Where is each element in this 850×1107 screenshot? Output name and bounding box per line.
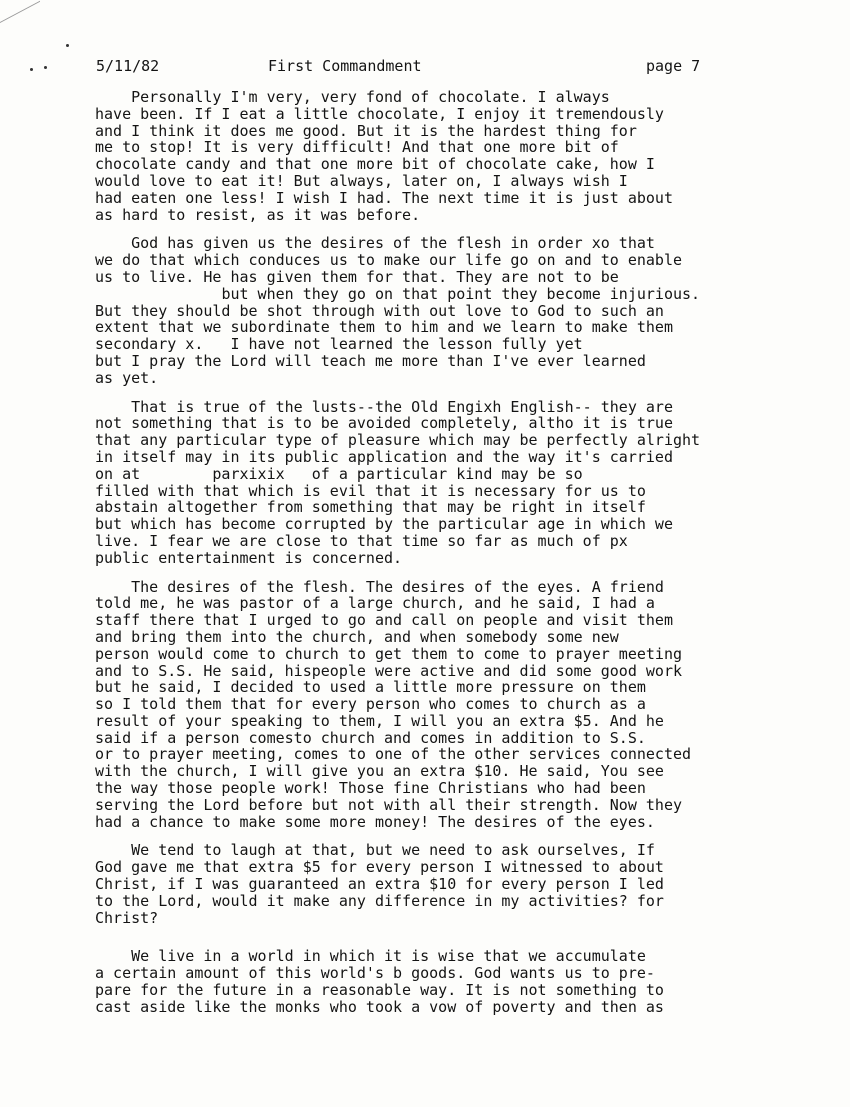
text-line: We live in a world in which it is wise that we accumulate bbox=[95, 947, 646, 966]
text-line: That is true of the lusts--the Old Engixh English-- they are bbox=[95, 397, 673, 416]
text-line: extent that we subordinate them to him and we learn to make them bbox=[95, 318, 673, 337]
text-line: chocolate candy and that one more bit of chocolate cake, how I bbox=[95, 155, 655, 174]
text-line: said if a person comesto church and comes in addition to S.S. bbox=[95, 728, 646, 747]
text-line: live. I fear we are close to that time so far as much of px bbox=[95, 531, 628, 550]
page-header bbox=[0, 57, 850, 77]
text-line: public entertainment is concerned. bbox=[95, 548, 403, 567]
text-line: me to stop! It is very difficult! And that one more bit of bbox=[95, 138, 619, 157]
text-line: but he said, I decided to used a little more pressure on them bbox=[95, 678, 646, 697]
paragraph-desires-of-eyes bbox=[95, 579, 795, 831]
text-line: a certain amount of this world's b goods. God wants us to pre- bbox=[95, 964, 655, 983]
text-line: had eaten one less! I wish I had. The next time it is just about bbox=[95, 188, 673, 207]
ink-speck bbox=[66, 44, 69, 47]
text-line: had a chance to make some more money! The desires of the eyes. bbox=[95, 812, 655, 831]
text-line: but which has become corrupted by the particular age in which we bbox=[95, 515, 673, 534]
text-line: God has given us the desires of the flesh in order xo that bbox=[95, 234, 655, 253]
text-line: would love to eat it! But always, later on, I always wish I bbox=[95, 171, 628, 190]
text-line: serving the Lord before but not with all their strength. Now they bbox=[95, 795, 682, 814]
text-line: and I think it does me good. But it is the hardest thing for bbox=[95, 121, 637, 140]
text-line: But they should be shot through with out love to God to such an bbox=[95, 301, 664, 320]
text-line: God gave me that extra $5 for every person I witnessed to about bbox=[95, 858, 664, 877]
paragraph-chocolate bbox=[95, 89, 795, 223]
text-line: that any particular type of pleasure which may be perfectly alright bbox=[95, 431, 701, 450]
text-line: as hard to resist, as it was before. bbox=[95, 205, 421, 224]
header-page-number: page 7 bbox=[646, 57, 701, 75]
header-title: First Commandment bbox=[268, 57, 422, 75]
text-line: to the Lord, would it make any difference in my activities? for bbox=[95, 891, 664, 910]
text-line: staff there that I urged to go and call on people and visit them bbox=[95, 611, 673, 630]
text-line: The desires of the flesh. The desires of the eyes. A friend bbox=[95, 577, 664, 596]
text-line: so I told them that for every person who comes to church as a bbox=[95, 695, 646, 714]
text-line: and bring them into the church, and when somebody some new bbox=[95, 627, 619, 646]
text-line: us to live. He has given them for that. They are not to be bbox=[95, 267, 619, 286]
text-line: not something that is to be avoided completely, altho it is true bbox=[95, 414, 673, 433]
text-line: as yet. bbox=[95, 368, 159, 387]
text-line: filled with that which is evil that it is necessary for us to bbox=[95, 481, 646, 500]
paragraph-desires-of-flesh bbox=[95, 235, 795, 386]
paragraph-lusts bbox=[95, 399, 795, 567]
text-line: or to prayer meeting, comes to one of the other services connected bbox=[95, 745, 692, 764]
text-line: on at parxixix of a particular kind may be so bbox=[95, 464, 583, 483]
text-line: result of your speaking to them, I will you an extra $5. And he bbox=[95, 711, 664, 730]
text-line: cast aside like the monks who took a vow of poverty and then as bbox=[95, 997, 664, 1016]
header-date: 5/11/82 bbox=[96, 57, 160, 75]
text-line: told me, he was pastor of a large church, and he said, I had a bbox=[95, 594, 655, 613]
text-line: but I pray the Lord will teach me more than I've ever learned bbox=[95, 351, 646, 370]
text-line: person would come to church to get them to come to prayer meeting bbox=[95, 644, 682, 663]
text-line: in itself may in its public application and the way it's carried bbox=[95, 447, 673, 466]
page-corner-fold bbox=[0, 0, 40, 23]
text-line: but when they go on that point they become injurious. bbox=[95, 284, 701, 303]
text-line: We tend to laugh at that, but we need to ask ourselves, If bbox=[95, 841, 655, 860]
paragraph-laugh-at-that bbox=[95, 842, 795, 926]
text-line: Personally I'm very, very fond of chocolate. I always bbox=[95, 88, 610, 106]
text-line: Christ, if I was guaranteed an extra $10 for every person I led bbox=[95, 875, 664, 894]
text-line: pare for the future in a reasonable way. It is not something to bbox=[95, 981, 664, 1000]
text-line: abstain altogether from something that may be right in itself bbox=[95, 498, 646, 517]
text-line: with the church, I will give you an extra $10. He said, You see bbox=[95, 762, 664, 781]
text-line: we do that which conduces us to make our life go on and to enable bbox=[95, 251, 682, 270]
sermon-body bbox=[95, 89, 795, 1028]
paragraph-world-goods bbox=[95, 948, 795, 1015]
text-line: secondary x. I have not learned the lesson fully yet bbox=[95, 335, 583, 354]
text-line: Christ? bbox=[95, 908, 159, 927]
text-line: have been. If I eat a little chocolate, I enjoy it tremendously bbox=[95, 104, 664, 123]
text-line: the way those people work! Those fine Christians who had been bbox=[95, 779, 646, 798]
text-line: and to S.S. He said, hispeople were active and did some good work bbox=[95, 661, 682, 680]
